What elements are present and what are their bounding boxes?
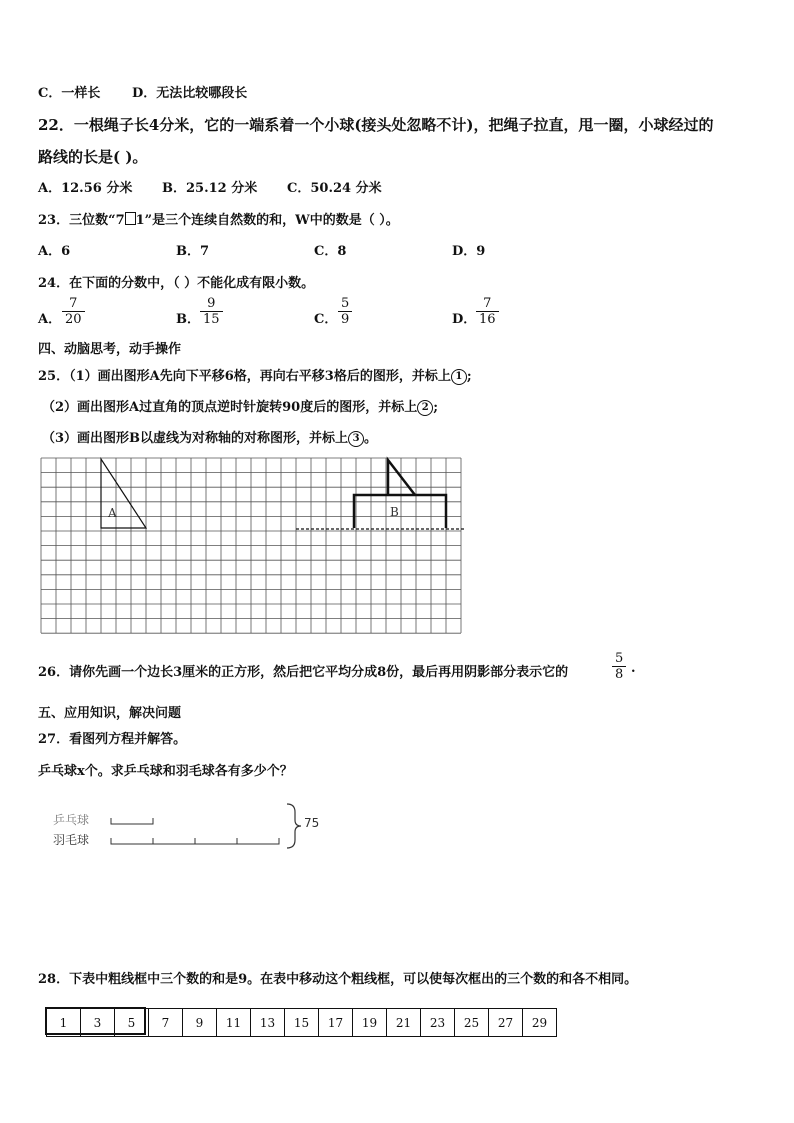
q25-part3: （3）画出图形B以虚线为对称轴的对称图形，并标上 3 。: [42, 431, 378, 446]
q28-stem: 28．下表中粗线框中三个数的和是9。在表中移动这个粗线框，可以使每次框出的三个数的和各不相同。: [38, 972, 638, 987]
thick-selection-frame[interactable]: [45, 1007, 146, 1035]
section-5-heading: 五、应用知识，解决问题: [38, 706, 182, 721]
q23-stem-post: 1”是三个连续自然数的和，W中的数是（ ）。: [135, 213, 399, 228]
q22-option-c: C．50.24 分米: [287, 181, 382, 196]
fraction-denominator: 15: [203, 312, 220, 327]
figure-a-label: A: [108, 506, 117, 520]
table-cell: 19: [353, 1009, 387, 1037]
blank-box-icon: [125, 212, 136, 225]
table-cell: 17: [319, 1009, 353, 1037]
q27-subquestion: 乒乓球x个。求乒乓球和羽毛球各有多少个？: [38, 764, 293, 779]
table-cell: 15: [285, 1009, 319, 1037]
q24-option-a-letter: A．: [38, 312, 62, 327]
fraction-numerator: 7: [69, 296, 78, 311]
q23-stem-pre: 23．三位数“7: [38, 213, 125, 228]
fraction-numerator: 9: [207, 296, 216, 311]
q25-part1: 25．（1）画出图形A先向下平移6格，再向右平移3格后的图形，并标上 1 ;: [38, 369, 472, 384]
q24-option-d-fraction: [476, 296, 499, 327]
q24-option-c-fraction: [338, 296, 352, 327]
badminton-label: 羽毛球: [53, 833, 90, 847]
q23-option-c: C．8: [314, 244, 347, 259]
q22-stem-line2: 路线的长是( )。: [38, 148, 148, 166]
q24-stem: 24．在下面的分数中，（ ）不能化成有限小数。: [38, 276, 315, 291]
right-brace-icon: [287, 804, 301, 848]
fraction-denominator: 9: [341, 312, 350, 327]
circled-number-icon: 3: [348, 431, 364, 447]
q24-option-c-letter: C．: [314, 312, 338, 327]
q22-option-a: A．12.56 分米: [38, 181, 133, 196]
q23-option-a: A．6: [38, 244, 71, 259]
q24-option-d-letter: D．: [452, 312, 477, 327]
figure-b-shape: [354, 495, 446, 528]
table-cell: 29: [523, 1009, 557, 1037]
table-cell: 1: [47, 1009, 81, 1037]
pingpong-bar: [111, 818, 153, 824]
fraction-numerator: 5: [615, 651, 624, 666]
q23-option-d: D．9: [452, 244, 486, 259]
table-cell: 9: [183, 1009, 217, 1037]
fraction-denominator: 8: [615, 667, 624, 682]
q23-option-b: B．7: [176, 244, 210, 259]
figure-b-flag: [388, 460, 415, 495]
q26-end-period: .: [631, 661, 636, 676]
q25-part2: （2）画出图形A过直角的顶点逆时针旋转90度后的图形，并标上 2 ;: [42, 400, 439, 415]
total-label: 75: [304, 816, 320, 830]
table-cell: 21: [387, 1009, 421, 1037]
q24-option-b-letter: B．: [176, 312, 200, 327]
table-cell: 23: [421, 1009, 455, 1037]
table-cell: 7: [149, 1009, 183, 1037]
pingpong-label: 乒乓球: [53, 813, 90, 827]
table-cell: 5: [115, 1009, 149, 1037]
fraction-denominator: 20: [65, 312, 82, 327]
q21-option-c: C．一样长: [38, 86, 101, 101]
q25-part3-text: （3）画出图形B以虚线为对称轴的对称图形，并标上: [42, 431, 349, 446]
bar-diagram: [105, 800, 305, 852]
section-4-heading: 四、动脑思考，动手操作: [38, 342, 182, 357]
grid-figure: [38, 456, 466, 636]
table-cell: 13: [251, 1009, 285, 1037]
figure-b-label: B: [390, 505, 399, 519]
q24-option-b-fraction: [200, 296, 223, 327]
q21-option-d: D．无法比较哪段长: [132, 86, 248, 101]
circled-number-icon: 2: [417, 400, 433, 416]
q27-stem: 27．看图列方程并解答。: [38, 732, 187, 747]
fraction-denominator: 16: [479, 312, 496, 327]
q25-part1-text: 25．（1）画出图形A先向下平移6格，再向右平移3格后的图形，并标上: [38, 369, 451, 384]
fraction-numerator: 5: [341, 296, 350, 311]
table-cell: 11: [217, 1009, 251, 1037]
q22-option-b: B．25.12 分米: [162, 181, 258, 196]
circled-number-icon: 1: [451, 369, 467, 385]
q23-stem: [38, 209, 399, 228]
q25-part2-text: （2）画出图形A过直角的顶点逆时针旋转90度后的图形，并标上: [42, 400, 418, 415]
table-cell: 27: [489, 1009, 523, 1037]
q26-stem: 26．请你先画一个边长3厘米的正方形，然后把它平均分成8份，最后再用阴影部分表示它的: [38, 665, 569, 680]
table-cell: 25: [455, 1009, 489, 1037]
q24-option-a-fraction: [62, 296, 85, 327]
q26-fraction: [612, 651, 626, 682]
table-cell: 3: [81, 1009, 115, 1037]
fraction-numerator: 7: [483, 296, 492, 311]
q22-stem-line1: 22．一根绳子长4分米，它的一端系着一个小球(接头处忽略不计)，把绳子拉直，甩一圈，小球经过的: [38, 116, 714, 134]
